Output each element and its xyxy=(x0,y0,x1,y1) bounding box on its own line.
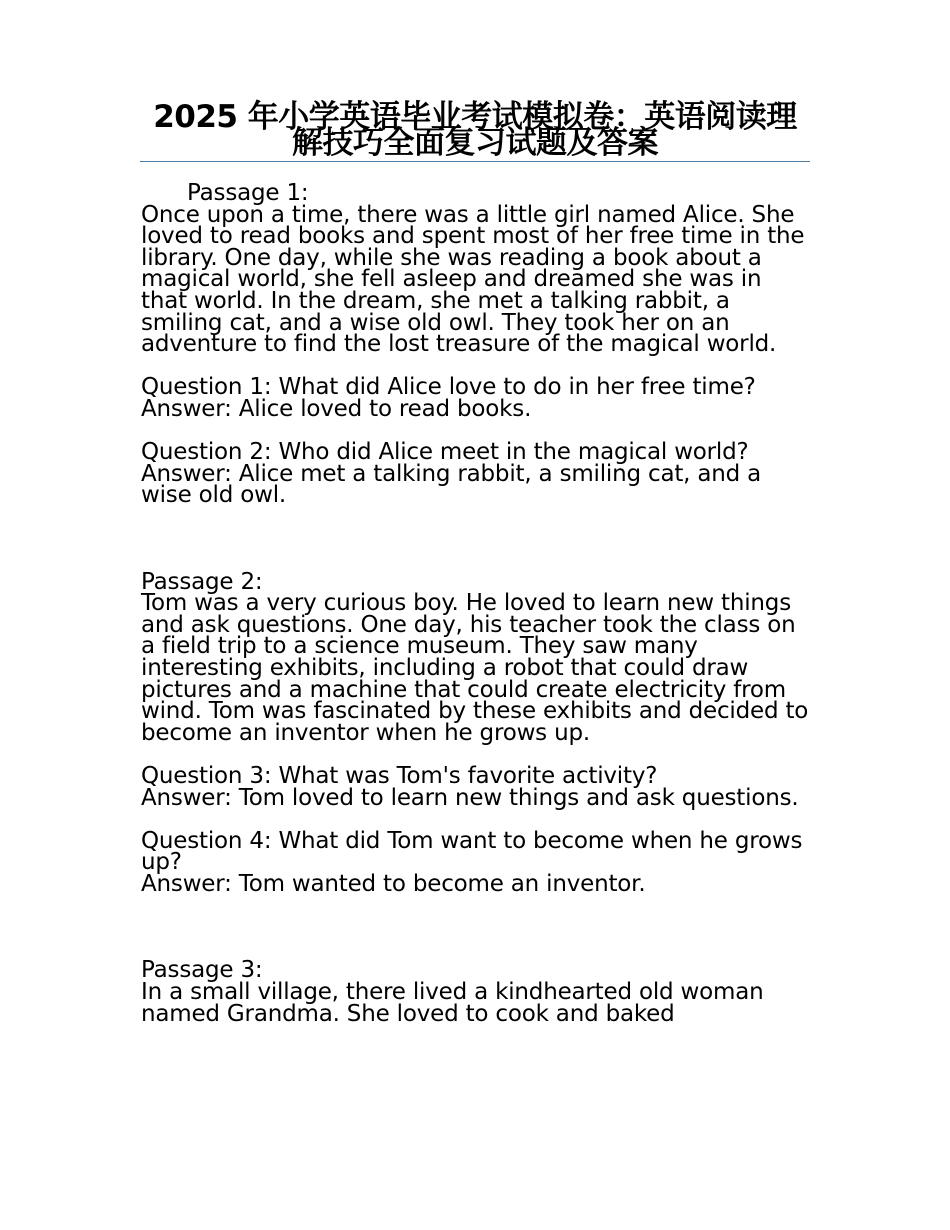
answer-4: Answer: Tom wanted to become an inventor. xyxy=(141,871,646,898)
passage-1-text: Once upon a time, there was a little girl named Alice. She loved to read books and spent most of her free time in the library. One day, while she was reading a book about a magical world, she fell asleep and dreamed she was in that world. In the dream, she met a talking rabbit, a smiling cat, and a wise old owl. They took her on an adventure to find the lost treasure of the magical world. xyxy=(141,201,812,358)
document-body xyxy=(141,180,816,1027)
question-4: Question 4: What did Tom want to become when he grows up? xyxy=(141,827,810,876)
question-2: Question 2: Who did Alice meet in the magical world? xyxy=(141,439,749,466)
answer-3: Answer: Tom loved to learn new things and ask questions. xyxy=(141,784,799,811)
passage-2-text: Tom was a very curious boy. He loved to learn new things and ask questions. One day, his teacher took the class on a field trip to a science museum. They saw many interesting exhibits, including a robot that could draw pictures and a machine that could create electricity from wind. Tom was fascinated by these exhibits and decided to become an inventor when he grows up. xyxy=(141,590,816,746)
spacer xyxy=(141,507,813,572)
document-title: 2025 年小学英语毕业考试模拟卷：英语阅读理解技巧全面复习试题及答案 xyxy=(153,99,797,161)
spacer xyxy=(141,896,813,961)
question-1: Question 1: What did Alice love to do in her free time? xyxy=(141,374,756,401)
answer-2: Answer: Alice met a talking rabbit, a smiling cat, and a wise old owl. xyxy=(141,460,769,509)
answer-1: Answer: Alice loved to read books. xyxy=(141,395,532,422)
passage-3-heading: Passage 3: xyxy=(141,957,263,984)
passage-2-heading: Passage 2: xyxy=(141,568,263,595)
title-underline xyxy=(140,161,810,162)
question-3: Question 3: What was Tom's favorite activity? xyxy=(141,763,658,790)
passage-1-heading: Passage 1: xyxy=(187,180,309,206)
passage-3-text: In a small village, there lived a kindhearted old woman named Grandma. She loved to cook and baked xyxy=(141,979,771,1027)
